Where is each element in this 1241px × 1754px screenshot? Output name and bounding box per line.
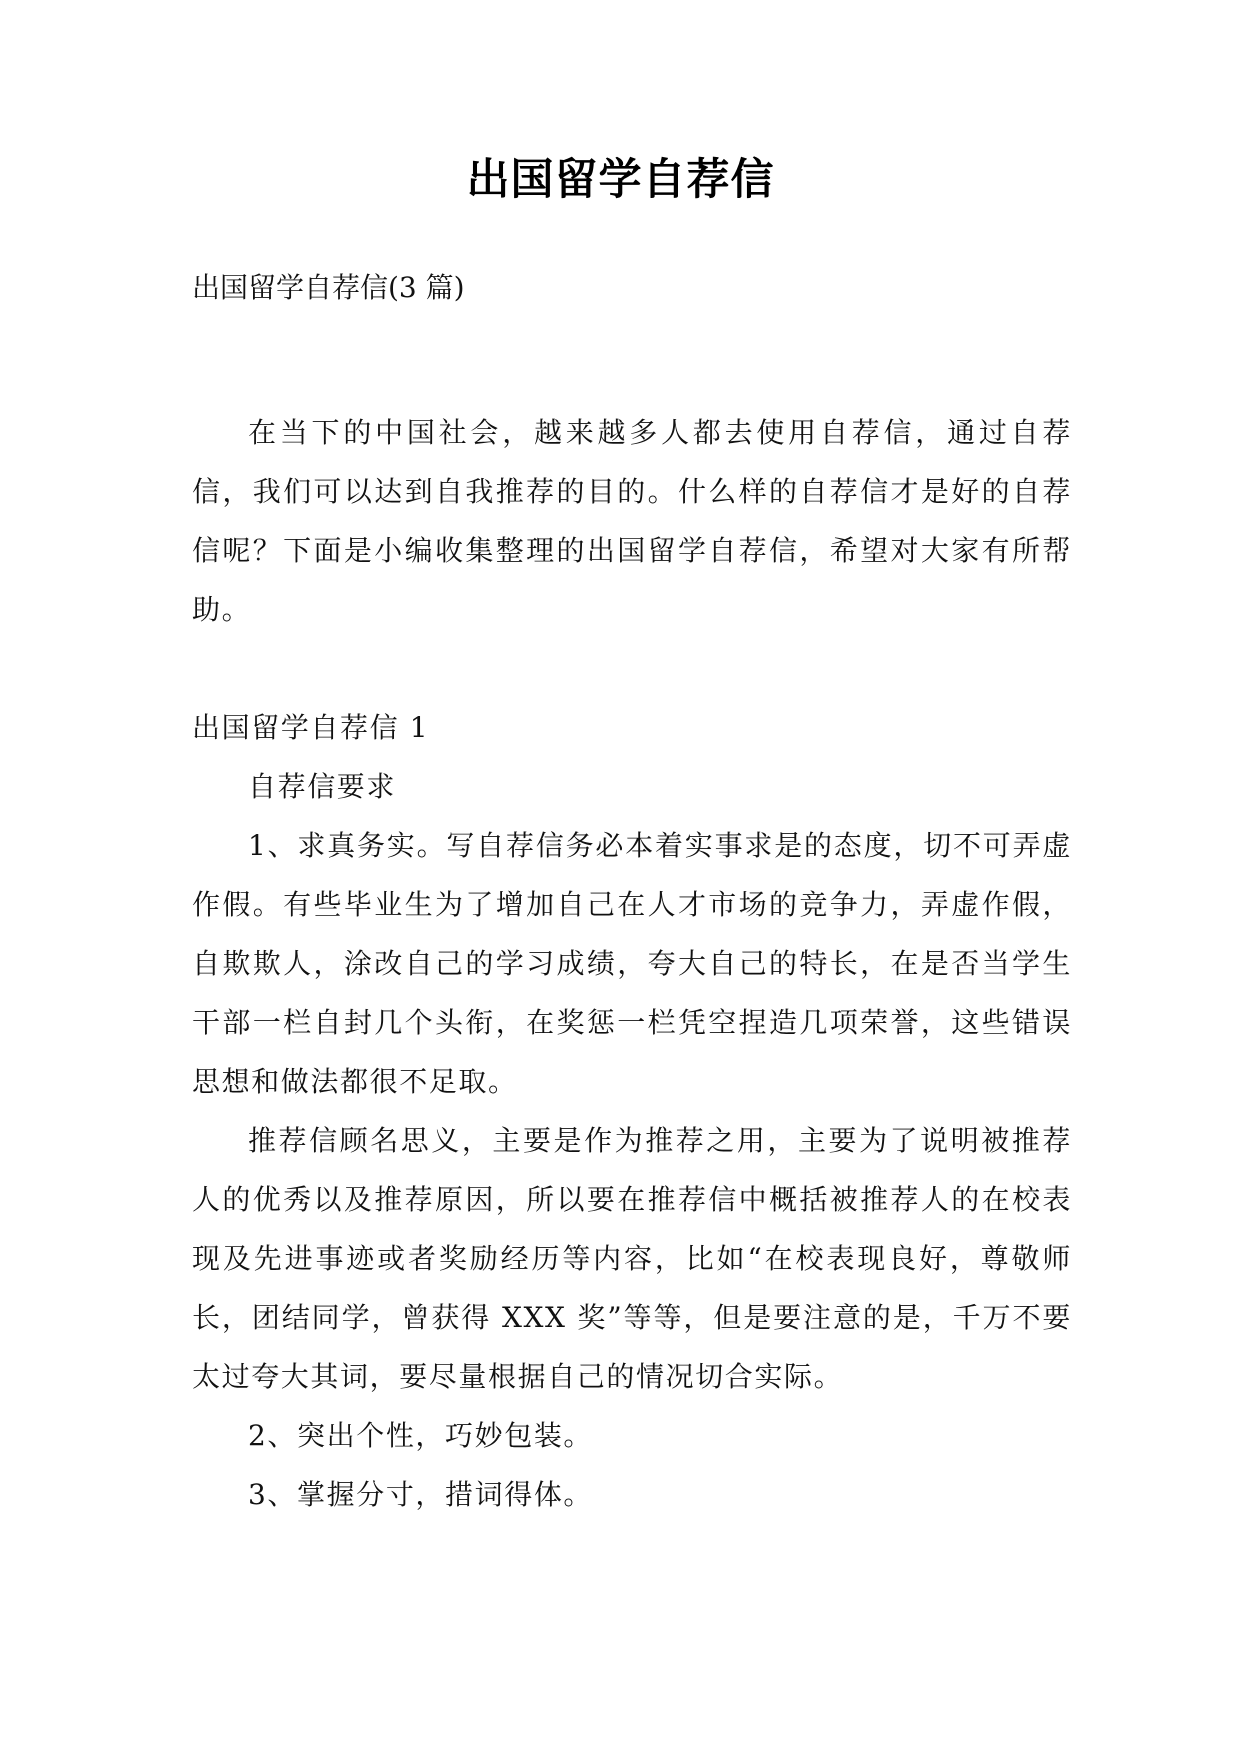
recommendation-paragraph: 推荐信顾名思义，主要是作为推荐之用，主要为了说明被推荐人的优秀以及推荐原因，所以要在推荐信中概括被推荐人的在校表现及先进事迹或者奖励经历等内容，比如“在校表现良好，尊敬师长，团结同学，曾获得 XXX 奖”等等，但是要注意的是，千万不要太过夸大其词，要尽量根据自己的情况切合实际。 — [192, 1124, 1072, 1393]
requirement-3-item: 3、掌握分寸，措词得体。 — [248, 1478, 594, 1511]
section-1 — [192, 698, 1072, 1524]
document-subtitle: 出国留学自荐信(3 篇) — [192, 271, 465, 304]
intro-paragraph: 在当下的中国社会，越来越多人都去使用自荐信，通过自荐信，我们可以达到自我推荐的目的。什么样的自荐信才是好的自荐信呢？下面是小编收集整理的出国留学自荐信，希望对大家有所帮助。 — [192, 416, 1072, 626]
section-subheading: 自荐信要求 — [248, 770, 397, 803]
intro-block — [192, 403, 1072, 639]
requirement-1-paragraph: 1、求真务实。写自荐信务必本着实事求是的态度，切不可弄虚作假。有些毕业生为了增加自己在人才市场的竞争力，弄虚作假，自欺欺人，涂改自己的学习成绩，夸大自己的特长，在是否当学生干部一栏自封几个头衔，在奖惩一栏凭空捏造几项荣誉，这些错误思想和做法都很不足取。 — [192, 829, 1072, 1098]
document-title: 出国留学自荐信 — [466, 155, 775, 205]
section-heading: 出国留学自荐信 1 — [192, 711, 430, 744]
requirement-2-item: 2、突出个性，巧妙包装。 — [248, 1419, 594, 1452]
